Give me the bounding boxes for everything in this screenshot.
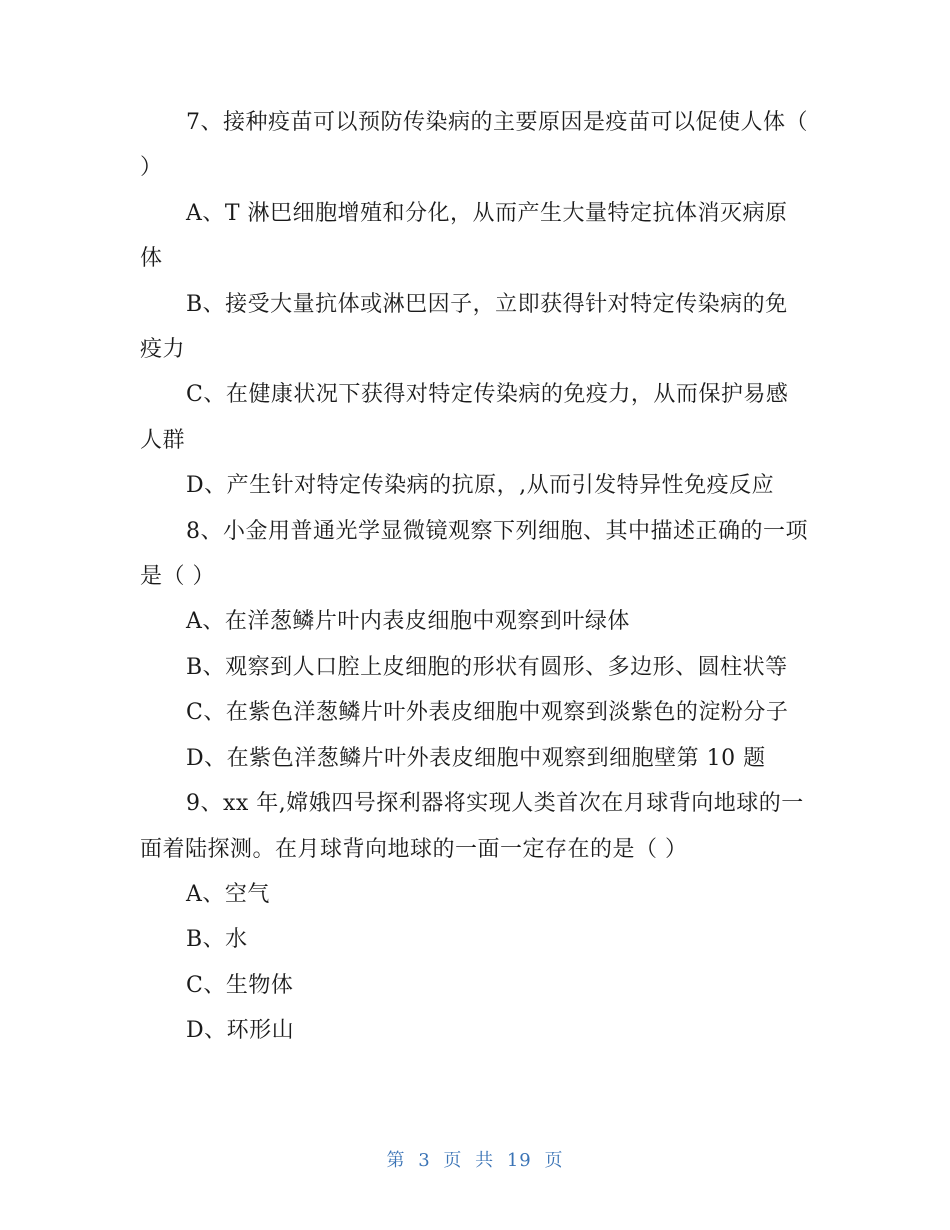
question-9-option-a: A、空气	[186, 881, 270, 907]
question-7-option-b: B、接受大量抗体或淋巴因子，立即获得针对特定传染病的免疫力	[140, 291, 788, 363]
question-9-option-d: D、环形山	[186, 1018, 295, 1044]
question-8-option-d: D、在紫色洋葱鳞片叶外表皮细胞中观察到细胞壁第 10 题	[186, 745, 766, 771]
question-7-option-c: C、在健康状况下获得对特定传染病的免疫力，从而保护易感人群	[140, 382, 789, 453]
question-8-option-b: B、观察到人口腔上皮细胞的形状有圆形、多边形、圆柱状等	[186, 654, 788, 680]
page-number-footer: 第 3 页 共 19 页	[386, 1150, 564, 1171]
question-7-stem: 7、接种疫苗可以预防传染病的主要原因是疫苗可以促使人体（ ）	[140, 110, 808, 181]
question-7-option-d: D、产生针对特定传染病的抗原，,从而引发特异性免疫反应	[186, 473, 775, 499]
page-content	[140, 100, 808, 1054]
question-8-stem: 8、小金用普通光学显微镜观察下列细胞、其中描述正确的一项是（ ）	[140, 518, 808, 590]
question-9-option-c: C、生物体	[186, 972, 294, 998]
question-7-option-a: A、T 淋巴细胞增殖和分化，从而产生大量特定抗体消灭病原体	[140, 200, 788, 272]
question-9-option-b: B、水	[186, 927, 248, 953]
question-8-option-c: C、在紫色洋葱鳞片叶外表皮细胞中观察到淡紫色的淀粉分子	[186, 700, 789, 726]
question-8-option-a: A、在洋葱鳞片叶内表皮细胞中观察到叶绿体	[186, 609, 630, 635]
question-9-stem: 9、xx 年,嫦娥四号探利器将实现人类首次在月球背向地球的一面着陆探测。在月球背向地球的一面一定存在的是（ ）	[140, 791, 804, 862]
